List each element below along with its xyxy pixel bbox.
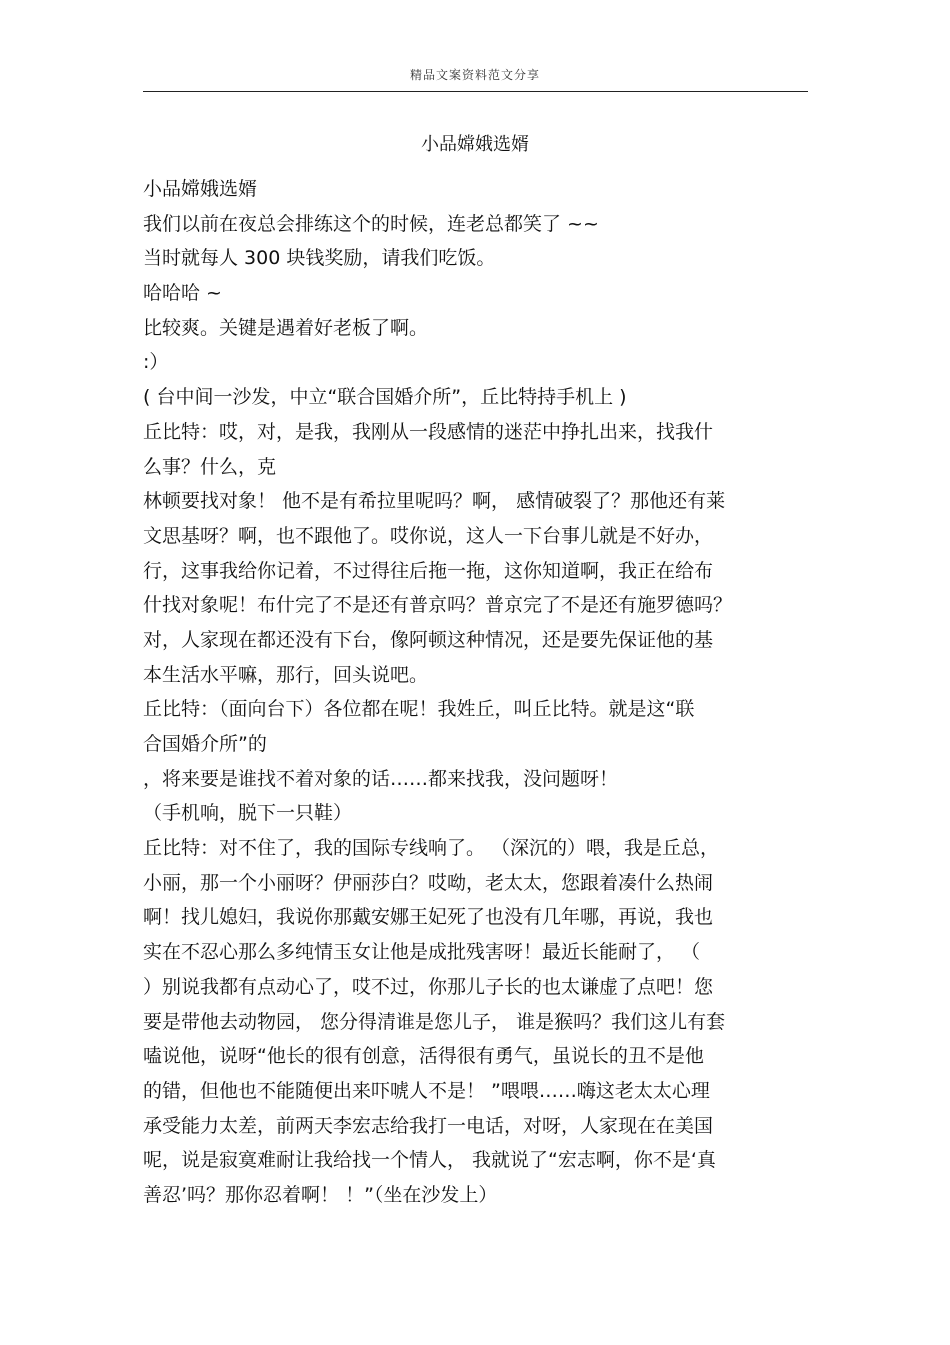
- body-line: 要是带他去动物园， 您分得清谁是您儿子， 谁是猴吗？我们这儿有套: [143, 1010, 726, 1033]
- body-line: ( 台中间一沙发，中立“联合国婚介所”，丘比特持手机上 ): [143, 386, 627, 409]
- body-line: 呢，说是寂寞难耐让我给找一个情人， 我就说了“宏志啊，你不是‘真: [143, 1149, 716, 1172]
- body-line: 实在不忍心那么多纯情玉女让他是成批残害呀！最近长能耐了， （: [143, 941, 701, 964]
- body-line: 丘比特：哎，对，是我，我刚从一段感情的迷茫中挣扎出来，找我什: [143, 420, 714, 443]
- body-line: 我们以前在夜总会排练这个的时候，连老总都笑了 ~~: [143, 212, 599, 235]
- body-line: 丘比特：对不住了，我的国际专线响了。 （深沉的）喂，我是丘总，: [143, 837, 720, 860]
- header-divider: [143, 91, 808, 92]
- body-line: 文思基呀？啊，也不跟他了。哎你说，这人一下台事儿就是不好办，: [143, 524, 714, 547]
- body-line: 小品嫦娥选婿: [143, 178, 258, 200]
- body-line: 合国婚介所”的: [143, 733, 267, 755]
- document-body: [143, 172, 808, 1213]
- body-line: 行，这事我给你记着，不过得往后拖一拖，这你知道啊，我正在给布: [143, 559, 714, 582]
- body-line: ）别说我都有点动心了，哎不过，你那儿子长的也太谦虚了点吧！您: [143, 975, 714, 998]
- body-line: 本生活水平嘛，那行，回头说吧。: [143, 663, 429, 686]
- body-line: （手机响，脱下一只鞋）: [143, 802, 353, 825]
- body-line: 啊！找儿媳妇，我说你那戴安娜王妃死了也没有几年哪，再说，我也: [143, 906, 714, 929]
- body-line: 承受能力太差，前两天李宏志给我打一电话，对呀，人家现在在美国: [143, 1114, 714, 1137]
- body-line: 么事？什么，克: [143, 455, 277, 478]
- body-line: 对，人家现在都还没有下台，像阿顿这种情况，还是要先保证他的基: [143, 628, 714, 651]
- body-line: :）: [143, 351, 169, 374]
- body-line: 比较爽。关键是遇着好老板了啊。: [143, 316, 429, 339]
- body-line: 的错，但他也不能随便出来吓唬人不是！ ”喂喂……嗨这老太太心理: [143, 1079, 710, 1102]
- body-line: 林顿要找对象！ 他不是有希拉里呢吗？啊， 感情破裂了？那他还有莱: [143, 490, 726, 513]
- body-line: 小丽，那一个小丽呀？伊丽莎白？哎呦，老太太，您跟着凑什么热闹: [143, 871, 714, 894]
- body-line: 当时就每人 300 块钱奖励，请我们吃饭。: [143, 247, 496, 270]
- body-line: 善忍’吗？那你忍着啊！ ！”（坐在沙发上）: [143, 1183, 498, 1206]
- page-header: 精品文案资料范文分享: [409, 68, 540, 82]
- body-line: 哈哈哈 ~: [143, 282, 222, 305]
- body-line: 丘比特：（面向台下）各位都在呢！我姓丘，叫丘比特。就是这“联: [143, 698, 695, 721]
- body-line: 嗑说他，说呀“他长的很有创意，活得很有勇气，虽说长的丑不是他: [143, 1045, 704, 1068]
- body-line: 什找对象呢！布什完了不是还有普京吗？普京完了不是还有施罗德吗？: [143, 594, 733, 617]
- body-line: ，将来要是谁找不着对象的话……都来找我，没问题呀！: [143, 767, 619, 790]
- document-title: 小品嫦娥选婿: [421, 134, 529, 155]
